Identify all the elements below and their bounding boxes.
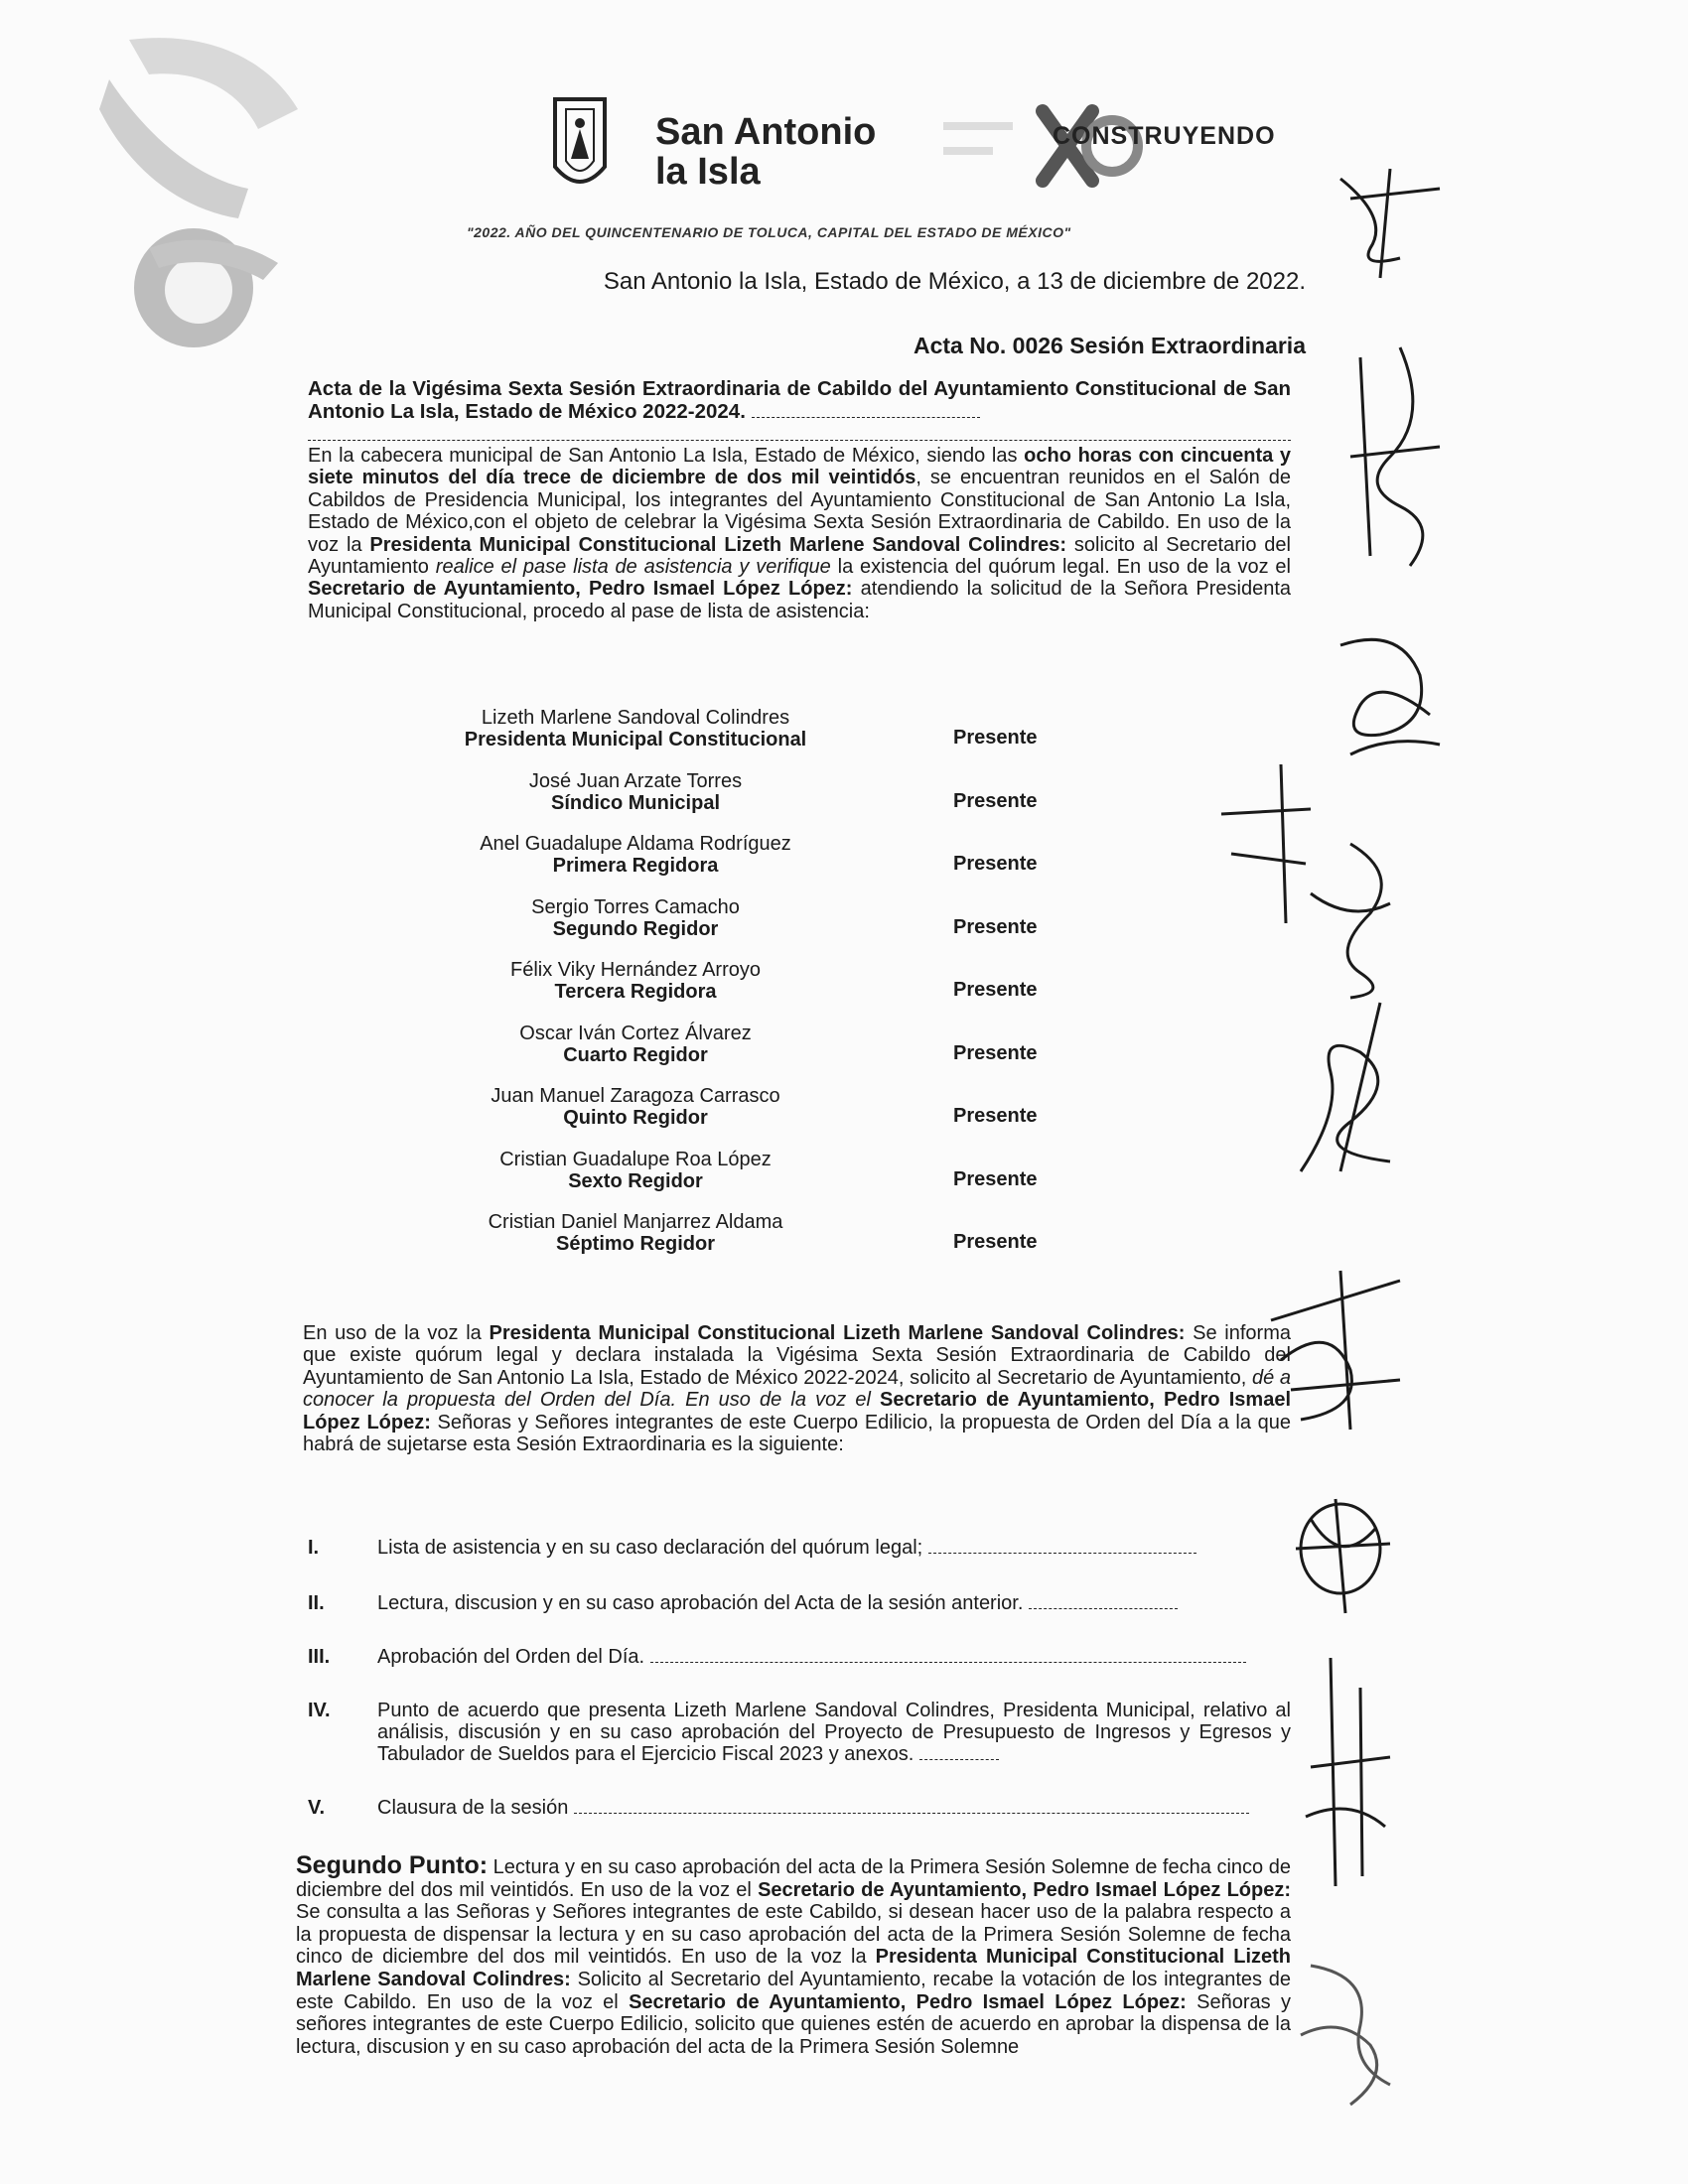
italic-run: realice el pase lista de asistencia y verifique (435, 556, 831, 579)
member-name: Cristian Guadalupe Roa López (499, 1148, 772, 1170)
agenda-number: IV. (308, 1700, 331, 1721)
fill-line (308, 426, 1291, 441)
document-date: San Antonio la Isla, Estado de México, a 13 de diciembre de 2022. (603, 268, 1306, 295)
agenda-text (377, 1592, 1291, 1614)
letterhead (536, 84, 1331, 204)
member-name: Lizeth Marlene Sandoval Colindres (481, 707, 790, 729)
attendance-status: Presente (953, 1105, 1038, 1127)
agenda-text-run: Punto de acuerdo que presenta Lizeth Marlene Sandoval Colindres, Presidenta Municipal, relativo al análisis, discusión y en su caso aprobación del Proyecto de Presupuesto de Ingresos y Egresos y Tabulador de Sueldos para el Ejercicio Fiscal 2023 y anexos. (377, 1700, 1291, 1765)
signature-mark-icon (1281, 1489, 1400, 1618)
attendance-status: Presente (953, 727, 1038, 749)
bold-run: Presidenta Municipal Constitucional Lizeth Marlene Sandoval Colindres: (296, 1946, 1291, 1990)
text-run: Solicito al Secretario del Ayuntamiento, recabe la votación de los integrantes de este Cabildo. En uso de la voz el (296, 1968, 1291, 2013)
agenda-text-run: Aprobación del Orden del Día. (377, 1646, 645, 1668)
roll-call-row (417, 959, 1092, 1023)
italic-run: dé a conocer la propuesta del Orden del Día. En uso de la voz el (303, 1366, 1291, 1412)
member-name: Cristian Daniel Manjarrez Aldama (488, 1211, 783, 1233)
agenda-text (377, 1646, 1291, 1668)
text-run: atendiendo la solicitud de la Señora Presidenta Municipal Constitucional, procedo al pase de lista de asistencia: (308, 578, 1292, 622)
signature-mark-icon (1331, 159, 1450, 288)
agenda-number: I. (308, 1537, 320, 1559)
roll-call-row (417, 1023, 1092, 1086)
bold-run: ocho horas con cincuenta y siete minutos del día trece de diciembre de dos mil veintidós (308, 445, 1291, 489)
fill-line (650, 1648, 1246, 1663)
section-heading: Segundo Punto: (296, 1851, 489, 1879)
signature-mark-icon (1291, 834, 1410, 1003)
agenda-number: III. (308, 1646, 331, 1668)
agenda-number: V. (308, 1797, 326, 1819)
fill-line (928, 1539, 1196, 1554)
year-motto: "2022. AÑO DEL QUINCENTENARIO DE TOLUCA, CAPITAL DEL ESTADO DE MÉXICO" (467, 224, 1071, 240)
bold-run: Secretario de Ayuntamiento, Pedro Ismael López López: (629, 1990, 1187, 2013)
member-name: José Juan Arzate Torres (528, 769, 743, 792)
agenda-text-run: Lista de asistencia y en su caso declaración del quórum legal; (377, 1537, 923, 1559)
member-role: Cuarto Regidor (563, 1043, 708, 1066)
text-run: Lectura y en su caso aprobación del acta de la Primera Sesión Solemne de fecha cinco de diciembre del dos mil veintidós. En uso de la voz el (296, 1856, 1291, 1901)
decorative-swoosh-graphic (89, 20, 387, 357)
text-run: Se consulta a las Señoras y Señores integrantes de este Cabildo, si desean hacer uso de la palabra respecto a la propuesta de dispensar la lectura y en su caso aprobación del acta de la Primera Sesión Solemne de fecha cinco de diciembre del dos mil veintidós. En uso de la voz la (296, 1901, 1291, 1969)
signature-mark-icon (1321, 615, 1450, 764)
text-run: , se encuentran reunidos en el Salón de Cabildos de Presidencia Municipal, los integrantes del Ayuntamiento Constitucional de San Antonio La Isla, Estado de México,con el objeto de celebrar la Vigésima Sexta Sesión Extraordinaria de Cabildo. En uso de la voz la (308, 467, 1291, 556)
logo-wordmark (655, 112, 876, 192)
attendance-status: Presente (953, 853, 1038, 875)
bold-run: Secretario de Ayuntamiento, Pedro Ismael López López: (303, 1389, 1291, 1433)
second-point-paragraph (296, 1851, 1292, 2058)
text-run: En la cabecera municipal de San Antonio La Isla, Estado de México, siendo las (308, 445, 1025, 467)
member-role: Tercera Regidora (554, 981, 717, 1003)
municipal-shield-icon (551, 89, 609, 199)
acta-number: Acta No. 0026 Sesión Extraordinaria (914, 333, 1306, 358)
member-role: Primera Regidora (552, 855, 719, 877)
attendance-status: Presente (953, 1041, 1038, 1064)
signature-mark-icon (1340, 338, 1450, 576)
agenda-text (377, 1700, 1291, 1765)
member-role: Segundo Regidor (552, 917, 719, 940)
acta-title (308, 377, 1291, 446)
attendance-status: Presente (953, 979, 1038, 1001)
bold-run: Secretario de Ayuntamiento, Pedro Ismael López López: (308, 578, 853, 601)
text-run: Se informa que existe quórum legal y declara instalada la Vigésima Sexta Sesión Extraordinaria de Cabildo del Ayuntamiento de San Antonio La Isla, Estado de México 2022-2024, solicito al Secretario de Ayuntamiento, (303, 1322, 1291, 1389)
text-run: Señoras y Señores integrantes de este Cuerpo Edilicio, la propuesta de Orden del Día a la que habrá de sujetarse esta Sesión Extraordinaria es la siguiente: (303, 1411, 1292, 1456)
text-run: solicito al Secretario del Ayuntamiento (308, 533, 1291, 579)
fill-line (574, 1799, 1249, 1814)
bold-run: Presidenta Municipal Constitucional Lizeth Marlene Sandoval Colindres: (489, 1322, 1186, 1344)
fill-line (1029, 1594, 1178, 1609)
text-run (871, 1389, 880, 1411)
member-role: Sexto Regidor (568, 1169, 703, 1192)
logo-line-2: la Isla (655, 151, 761, 193)
attendance-status: Presente (953, 1167, 1038, 1190)
member-name: Juan Manuel Zaragoza Carrasco (491, 1085, 780, 1107)
agenda-text (377, 1537, 1291, 1559)
agenda-text-run: Clausura de la sesión (377, 1797, 569, 1819)
member-role: Síndico Municipal (550, 791, 720, 814)
attendance-status: Presente (953, 789, 1038, 812)
signature-mark-icon (1261, 1261, 1410, 1439)
roll-call-row (417, 1085, 1092, 1149)
signature-mark-icon (1291, 1946, 1410, 2115)
member-role: Presidenta Municipal Constitucional (464, 729, 807, 751)
roll-call-row (417, 770, 1092, 834)
agenda-text (377, 1797, 1291, 1819)
member-name: Sergio Torres Camacho (531, 895, 740, 918)
attendance-status: Presente (953, 1231, 1038, 1253)
text-run: En uso de la voz la (303, 1322, 490, 1344)
member-role: Quinto Regidor (563, 1107, 708, 1129)
quorum-paragraph (303, 1322, 1291, 1455)
logo-line-1: San Antonio (655, 111, 877, 153)
signature-mark-icon (1291, 1648, 1400, 1896)
roll-call-row (417, 833, 1092, 896)
roll-call-list (417, 707, 1092, 1275)
member-name: Oscar Iván Cortez Álvarez (519, 1022, 752, 1044)
agenda-number: II. (308, 1592, 325, 1614)
roll-call-row (417, 1149, 1092, 1212)
attendance-status: Presente (953, 915, 1038, 938)
member-name: Anel Guadalupe Aldama Rodríguez (480, 833, 791, 855)
roll-call-row (417, 896, 1092, 960)
text-run: Señoras y señores integrantes de este Cuerpo Edilicio, solicito que quienes estén de acuerdo en aprobar la dispensa de la lectura, discusion y en su caso aprobación del acta de la Primera Sesión Solemne (296, 1990, 1291, 2058)
text-run: la existencia del quórum legal. En uso de la voz el (830, 556, 1292, 579)
acta-title-text: Acta de la Vigésima Sexta Sesión Extraordinaria de Cabildo del Ayuntamiento Constitucional de San Antonio La Isla, Estado de México 2022-2024. (308, 377, 1291, 423)
opening-paragraph (308, 445, 1291, 622)
roll-call-row (417, 707, 1092, 770)
fill-line (919, 1745, 999, 1760)
member-name: Félix Viky Hernández Arroyo (510, 959, 761, 981)
member-role: Séptimo Regidor (555, 1233, 715, 1255)
bold-run: Presidenta Municipal Constitucional Lizeth Marlene Sandoval Colindres: (369, 533, 1067, 556)
roll-call-row (417, 1211, 1092, 1275)
signature-mark-icon (1281, 993, 1420, 1181)
agenda-text-run: Lectura, discusion y en su caso aprobación del Acta de la sesión anterior. (377, 1592, 1024, 1614)
bold-run: Secretario de Ayuntamiento, Pedro Ismael López López: (758, 1878, 1292, 1901)
fill-line (752, 403, 980, 418)
partner-label: CONSTRUYENDO (1053, 122, 1276, 150)
